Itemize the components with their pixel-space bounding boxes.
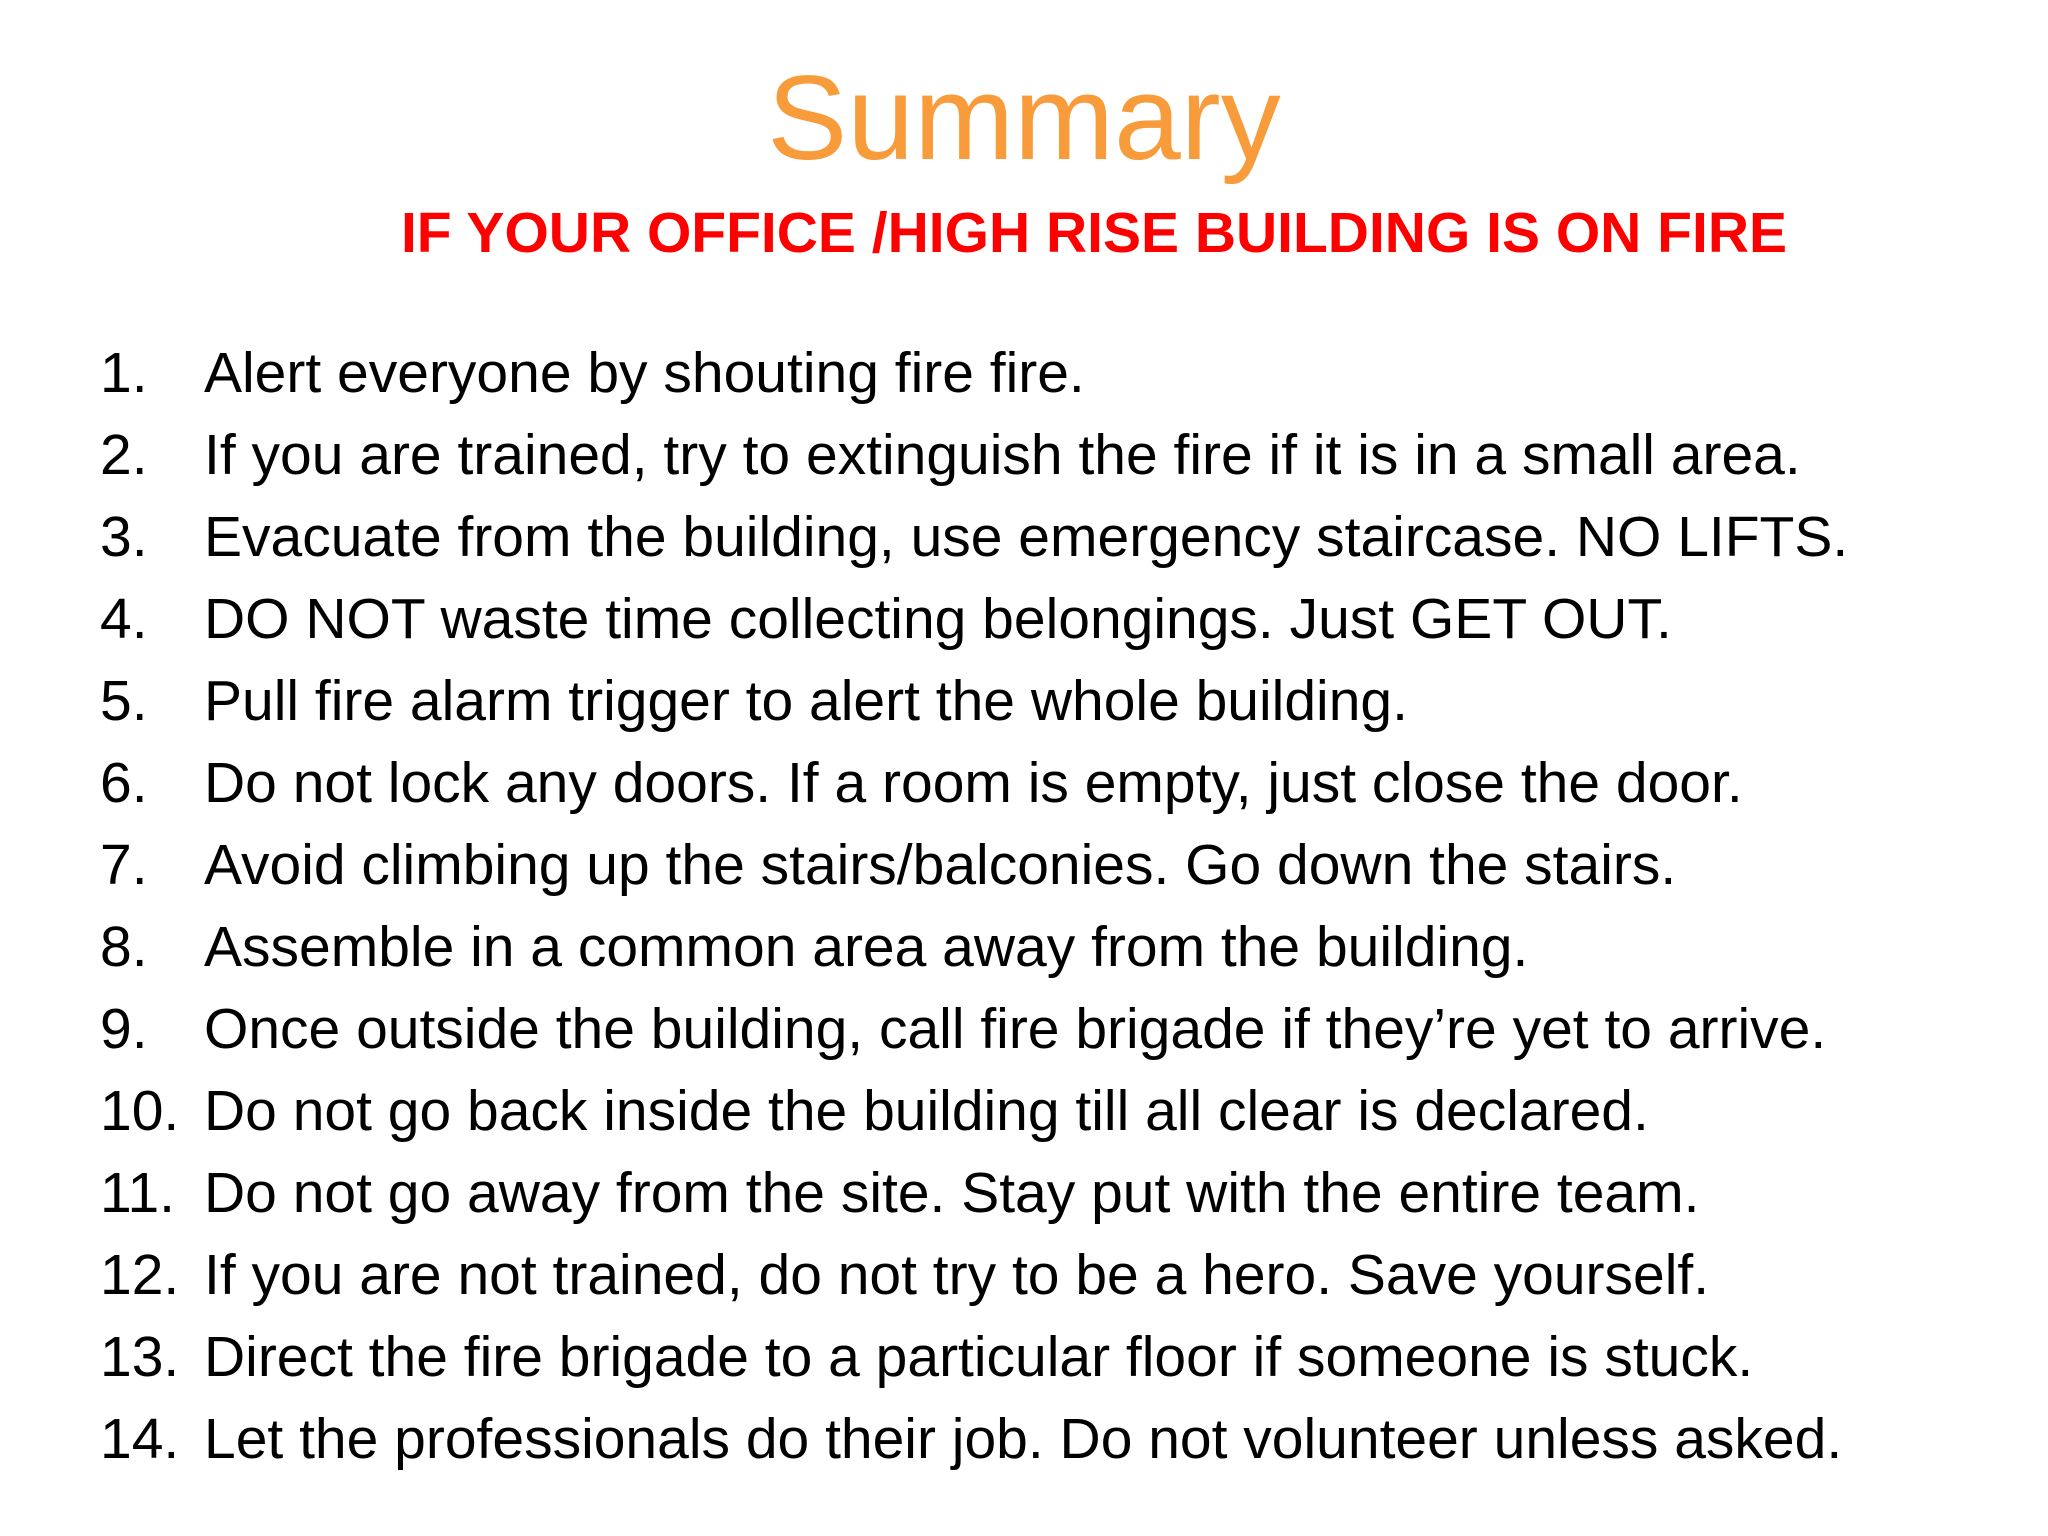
slide-title: Summary bbox=[767, 51, 1281, 185]
item-text: Do not lock any doors. If a room is empty, just close the door. bbox=[204, 751, 1743, 815]
item-number: 4. bbox=[100, 587, 148, 651]
item-text: Once outside the building, call fire brigade if they’re yet to arrive. bbox=[204, 997, 1827, 1061]
item-text: Let the professionals do their job. Do not volunteer unless asked. bbox=[204, 1407, 1843, 1471]
list-item bbox=[100, 1152, 2040, 1234]
list-item bbox=[100, 578, 2040, 660]
item-text: Avoid climbing up the stairs/balconies. Go down the stairs. bbox=[204, 833, 1677, 897]
item-text: Pull fire alarm trigger to alert the whole building. bbox=[204, 669, 1408, 733]
list-item bbox=[100, 824, 2040, 906]
item-text: Direct the fire brigade to a particular floor if someone is stuck. bbox=[204, 1325, 1754, 1389]
list-item bbox=[100, 906, 2040, 988]
list-item bbox=[100, 742, 2040, 824]
item-number: 12. bbox=[100, 1243, 180, 1307]
list-item bbox=[100, 988, 2040, 1070]
list-item bbox=[100, 1234, 2040, 1316]
item-number: 10. bbox=[100, 1079, 180, 1143]
list-item bbox=[100, 332, 2040, 414]
item-number: 7. bbox=[100, 833, 148, 897]
item-text: Evacuate from the building, use emergency staircase. NO LIFTS. bbox=[204, 505, 1849, 569]
list-item bbox=[100, 660, 2040, 742]
item-number: 9. bbox=[100, 997, 148, 1061]
item-text: If you are trained, try to extinguish the fire if it is in a small area. bbox=[204, 423, 1801, 487]
list-item bbox=[100, 1398, 2040, 1480]
item-number: 3. bbox=[100, 505, 148, 569]
item-text: Do not go away from the site. Stay put with the entire team. bbox=[204, 1161, 1700, 1225]
list-item bbox=[100, 414, 2040, 496]
item-text: DO NOT waste time collecting belongings. Just GET OUT. bbox=[204, 587, 1672, 651]
item-text: Alert everyone by shouting fire fire. bbox=[204, 341, 1085, 405]
instruction-list bbox=[100, 332, 2040, 1480]
item-number: 6. bbox=[100, 751, 148, 815]
item-text: Assemble in a common area away from the building. bbox=[204, 915, 1529, 979]
item-text: Do not go back inside the building till all clear is declared. bbox=[204, 1079, 1649, 1143]
slide-subtitle: IF YOUR OFFICE /HIGH RISE BUILDING IS ON FIRE bbox=[400, 201, 1788, 265]
list-item bbox=[100, 496, 2040, 578]
item-number: 5. bbox=[100, 669, 148, 733]
item-number: 2. bbox=[100, 423, 148, 487]
item-number: 14. bbox=[100, 1407, 180, 1471]
list-item bbox=[100, 1316, 2040, 1398]
item-number: 8. bbox=[100, 915, 148, 979]
item-text: If you are not trained, do not try to be a hero. Save yourself. bbox=[204, 1243, 1710, 1307]
item-number: 13. bbox=[100, 1325, 180, 1389]
item-number: 1. bbox=[100, 341, 148, 405]
item-number: 11. bbox=[100, 1161, 176, 1225]
list-item bbox=[100, 1070, 2040, 1152]
